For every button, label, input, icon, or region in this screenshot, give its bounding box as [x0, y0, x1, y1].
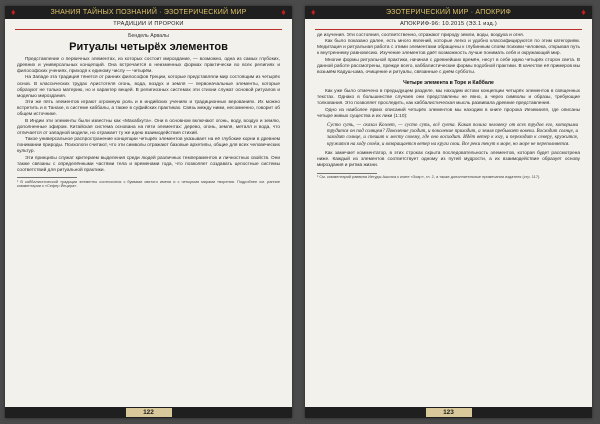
header-ornament-left-icon: ♦ — [11, 7, 16, 17]
running-header-text: ЭЗОТЕРИЧЕСКИЙ МИР · АПОКРИФ — [386, 9, 511, 16]
paragraph: На Западе эта традиция тянется от ранних философов Греции, которые представляли мир состоящим из четырёх основ. В классических трудах Аристотеля огонь, вода, воздух и земля — первоначальные элементы, которые образуют не только материю, но и характер вещей. В религиозных системах эти стихии служат основой ритуалов и моделью мироздания. — [17, 75, 280, 99]
paragraph: Представление о первичных элементах, из которых состоит мироздание, — возможно, одна из самых глубоких, древних и универсальных концепций. Она встречается в неизменных формах практически во всех религиях и философских учениях, приходя к единому числу — четырём. — [17, 57, 280, 75]
paragraph: Как было показано далее, есть много явлений, которые легко и удобно классифицируются по этим категориям. Медитация и ритуальная работа с этими элементами обращены к глубинным слоям психики человека, открывая путь к внутреннему равновесию. Изучение элементов даёт возможность лучше понимать себя и окружающий мир. — [317, 39, 580, 57]
header-ornament-right-icon: ♦ — [281, 7, 286, 17]
paragraph: Эти же пять элементов играют огромную роль и в индийских учениях и традиционных верованиях. Их можно встретить и в Танахе, в системе каббалы, а также в суфийских практиках. Связь между ними, несомненно, говорит об общем источнике. — [17, 100, 280, 118]
article-body — [305, 33, 592, 76]
paragraph: В Индии эти элементы были известны как «Махабхута». Они в основном включают огонь, воду, воздух и землю, дополненные эфиром. Китайская система основана на пяти элементах: дерево, огонь, земля, металл и вода, что отличается от западной модели, но отражает ту же идею взаимодействия стихий. — [17, 118, 280, 136]
header-ornament-right-icon: ♦ — [581, 7, 586, 17]
section-subtitle: Четыре элемента в Торе и Каббале — [403, 80, 494, 87]
page-number: 122 — [126, 408, 172, 417]
article-body — [5, 57, 292, 174]
issue-label: АПОКРИФ-96: 10.2015 (Э3.1 изд.) — [399, 21, 498, 27]
section-label: ТРАДИЦИИ И ПРОРОКИ — [113, 21, 184, 27]
paragraph: Как замечает комментатор, в этих строках скрыта последовательность элементов, которая будет рассмотрена ниже. Каждый из элементов соответствует одному из путей мудрости, а их взаимодействие образует основу мироздания и ритма жизни. — [317, 151, 580, 169]
right-page — [305, 6, 592, 418]
footnote-divider — [17, 177, 77, 178]
article-body-end — [305, 151, 592, 169]
divider — [315, 29, 582, 30]
paragraph: Эти принципы служат критерием выделения среди людей различных темпераментов и личностных свойств. Они также связаны с определёнными частями тела и временами года, что позволяет создавать целостные системы соответствий для ритуальной практики. — [17, 155, 280, 173]
page-footer-bar — [305, 407, 592, 418]
article-body-continued — [305, 89, 592, 120]
paragraph: Одно из наиболее ярких описаний четырёх элементов мы находим в книге пророка Иезекииля, где описаны четыре живых существа и их лики (1:10): — [317, 107, 580, 119]
page-footer-bar — [5, 407, 292, 418]
running-header-text: ЗНАНИЯ ТАЙНЫХ ПОЗНАНИЙ · ЭЗОТЕРИЧЕСКИЙ МИР — [50, 9, 247, 16]
running-header-left — [5, 6, 292, 19]
divider — [15, 29, 282, 30]
footnote: ¹ См. комментарий раввина Иегуды Ашлага к книге «Зоар», гл. 2, а также дополнительные примечания издателя (стр. 117). — [317, 174, 541, 180]
header-ornament-left-icon: ♦ — [311, 7, 316, 17]
paragraph: Многие формы ритуальной практики, начиная с древнейших времён, несут в себе идею четырёх сторон света. В данной работе рассмотрены, прежде всего, каббалистические формы подобной практики. В качестве её примеров мы возьмём Кадуш-шма, очищение и ритуалы, связанные с днём субботы. — [317, 57, 580, 75]
paragraph: Как уже было отмечено в предыдущем разделе, мы находим истоки концепции четырёх элементов в священных текстах. Однако в большинстве случаев они представлены не явно, а через символы и образы, требующие толкования. Это позволяет проследить, как каббалистическая мысль развивала древние представления. — [317, 89, 580, 107]
article-title: Ритуалы четырёх элементов — [69, 41, 228, 53]
page-number: 123 — [426, 408, 472, 417]
running-header-right — [305, 6, 592, 19]
block-quote: Сусто суть, — сказал Коэлет, — сусто суть, всё суета. Какая польза человеку от всех трудов его, которыми трудится он под солнцем? Поколение уходит, и поколение приходит, а земля пребывает вовеки. Восходит солнце, и заходит солнце, и спешит к месту своему, где оно восходит. Идёт ветер к югу, и переходит к северу, кружится, кружится на ходу своём, и возвращается ветер на круги свои. Все реки текут в море, но море не переполняется. — [327, 122, 578, 147]
paragraph: де изучения. Эти состояния, соответственно, отражают природу земли, воды, воздуха и огня. — [317, 33, 525, 38]
paragraph: Такое универсальное распространение концепции четырёх элементов указывает на её глубокие корни в древнем понимании природы. Психологи считают, что эти символы отражают базовые архетипы, общие для всех человеческих культур. — [17, 137, 280, 155]
article-author: Бендель Арвалы — [128, 33, 169, 39]
footnote-divider — [317, 173, 377, 174]
left-page — [5, 6, 292, 418]
footnote: ¹ В каббалистической традиции элементы соотносятся с буквами святого имени и с четырьмя мирами творения. Подробнее см. ранние комментарии к «Сефер Йецира». — [17, 178, 280, 189]
